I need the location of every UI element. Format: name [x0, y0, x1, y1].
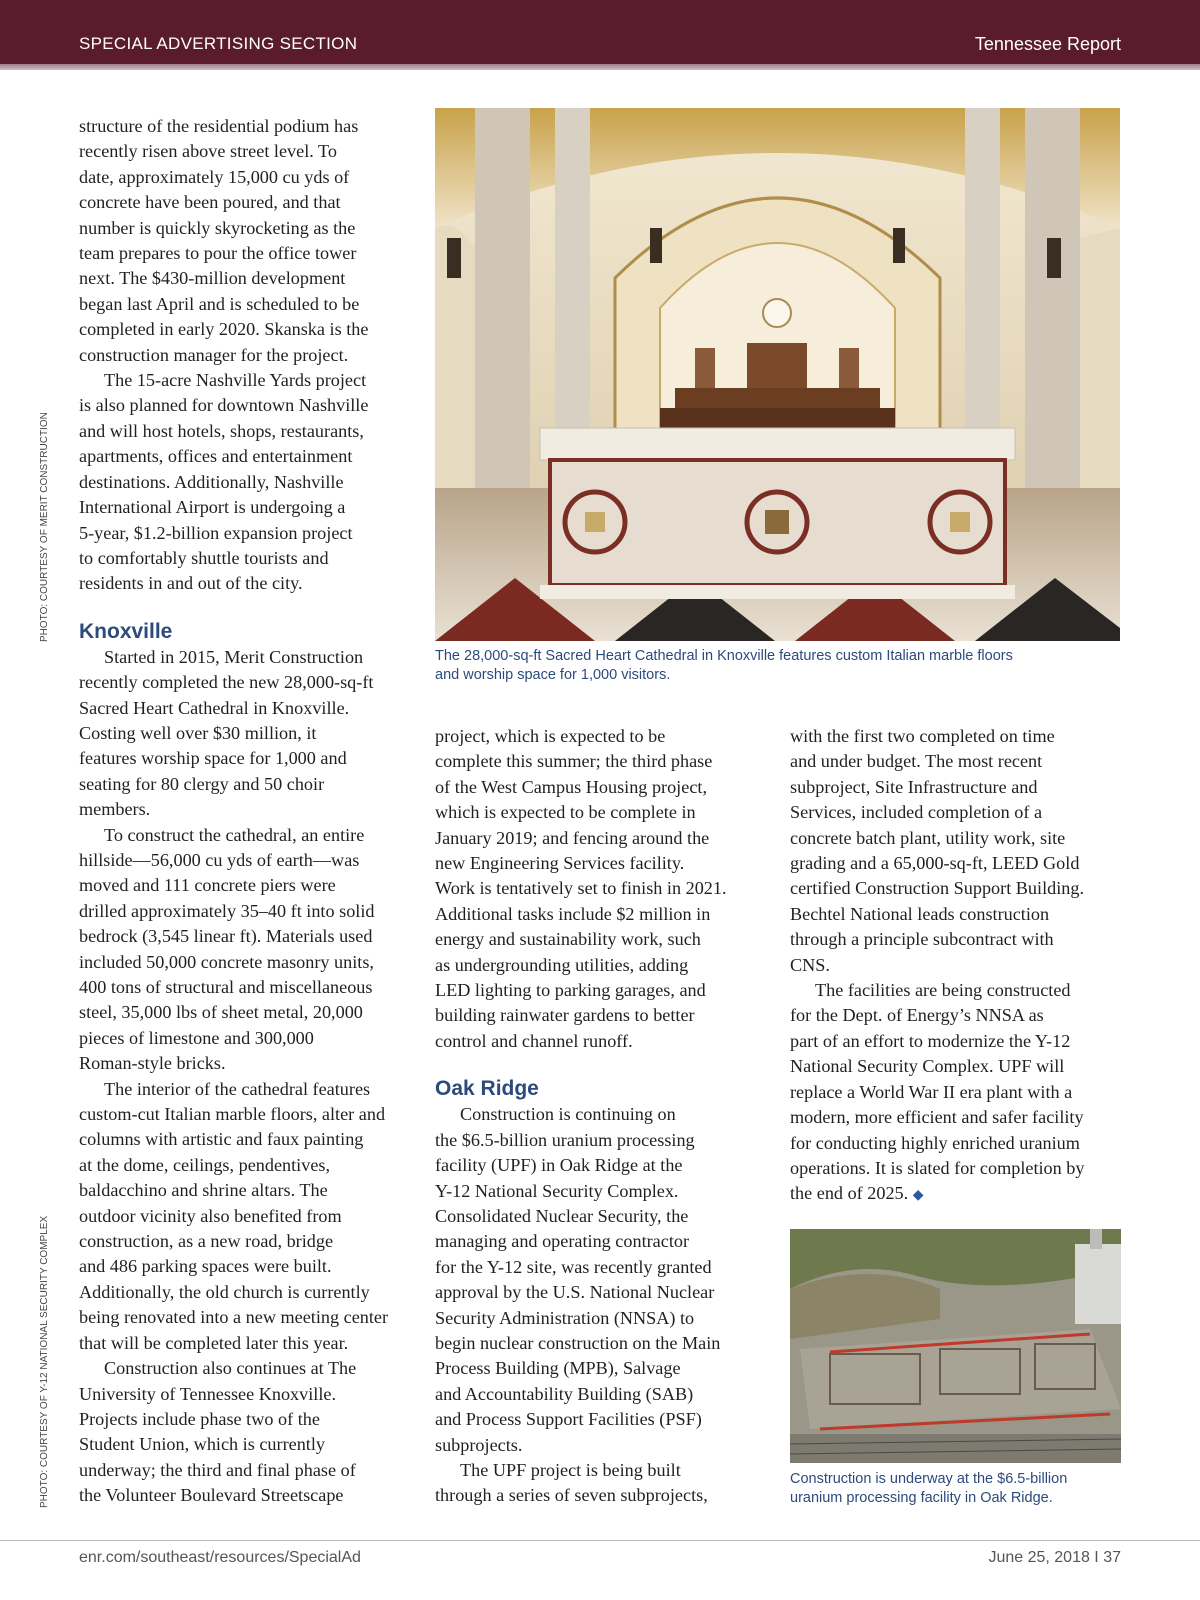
footer-url: enr.com/southeast/resources/SpecialAd — [79, 1549, 361, 1566]
body-paragraph: with the first two completed on time and under budget. The most recent subproject, Site Infrastructure and Services, included completion of a concrete batch plant, utility work, site grading and a 65,000-sq-ft, LEED Gold certified Construction Support Building. Bechtel National leads construction through a principle subcontract with CNS. — [790, 726, 1085, 975]
body-paragraph: structure of the residential podium has recently risen above street level. To date, approximately 15,000 cu yds of concrete have been poured, and that number is quickly skyrocketing as the team prepares to pour the office tower next. The $430-million development began last April and is scheduled to be completed in early 2020. Skanska is the construction manager for the project. — [79, 116, 369, 365]
body-paragraph: Started in 2015, Merit Construction recently completed the new 28,000-sq-ft Sacred Heart Cathedral in Knoxville. Costing well over $30 million, it features worship space for 1,000 and seating for 80 clergy and 50 choir members. — [79, 646, 374, 820]
closing-paragraph-text: The facilities are being constructed for the Dept. of Energy’s NNSA as part of an effort to modernize the Y-12 National Security Complex. UPF will replace a World War II era plant with a modern, more efficient and safer facility for conducting highly enriched uranium operations. It is slated for completion by the end of 2025. — [790, 980, 1085, 1204]
body-paragraph: To construct the cathedral, an entire hillside—56,000 cu yds of earth—was moved and 111 concrete piers were drilled approximately 35–40 ft into solid bedrock (3,545 linear ft). Materials used included 50,000 concrete masonry units, 400 tons of structural and miscellaneous steel, 35,000 lbs of sheet metal, 20,000 pieces of limestone and 300,000 Roman-style bricks. — [79, 824, 375, 1074]
cathedral-photo-illustration — [435, 108, 1120, 641]
cathedral-caption: The 28,000-sq-ft Sacred Heart Cathedral in Knoxville features custom Italian marble floors and worship space for 1,000 visitors. — [435, 648, 1013, 683]
photo-credit-top: PHOTO: COURTESY OF MERIT CONSTRUCTION — [39, 412, 50, 642]
body-paragraph: The 15-acre Nashville Yards project is also planned for downtown Nashville and will host hotels, shops, restaurants, apartments, offices and entertainment destinations. Additionally, Nashville International Airport is undergoing a 5-year, $1.2-billion expansion project to comfortably shuttle tourists and residents in and out of the city. — [79, 370, 369, 594]
end-of-article-icon: ◆ — [912, 1188, 924, 1204]
photo-credit-bottom: PHOTO: COURTESY OF Y-12 NATIONAL SECURITY COMPLEX — [39, 1215, 50, 1508]
header-bar — [0, 0, 1200, 64]
section-label: SPECIAL ADVERTISING SECTION — [79, 34, 358, 53]
report-title: Tennessee Report — [974, 34, 1121, 54]
body-paragraph: project, which is expected to be complete this summer; the third phase of the West Campus Housing project, which is expected to be complete in January 2019; and fencing around the new Engineering Services facility. Work is tentatively set to finish in 2021. Additional tasks include $2 million in energy and sustainability work, such as undergrounding utilities, adding LED lighting to parking garages, and building rainwater gardens to better control and channel runoff. — [435, 726, 727, 1051]
article-column-1 — [79, 114, 414, 1509]
body-paragraph: Construction is continuing on the $6.5-billion uranium processing facility (UPF) in Oak Ridge at the Y-12 National Security Complex. Consolidated Nuclear Security, the managing and operating contractor for the Y-12 site, was recently granted approval by the U.S. National Nuclear Security Administration (NNSA) to begin nuclear construction on the Main Process Building (MPB), Salvage and Accountability Building (SAB) and Process Support Facilities (PSF) subprojects. — [435, 1104, 721, 1455]
body-paragraph: Construction also continues at The University of Tennessee Knoxville. Projects include phase two of the Student Union, which is currently underway; the third and final phase of the Volunteer Boulevard Streetscape — [79, 1358, 357, 1506]
upf-photo-illustration — [790, 1229, 1121, 1463]
body-paragraph — [790, 978, 1122, 1209]
header-stripe — [0, 64, 1200, 70]
upf-caption: Construction is underway at the $6.5-billion uranium processing facility in Oak Ridge. — [790, 1471, 1068, 1506]
body-paragraph: The UPF project is being built through a series of seven subprojects, — [435, 1459, 708, 1506]
upf-construction-photo — [790, 1229, 1121, 1463]
body-paragraph: The interior of the cathedral features custom-cut Italian marble floors, alter and columns with artistic and faux painting at the dome, ceilings, pendentives, baldacchino and shrine altars. The outdoor vicinity also benefited from construction, as a new road, bridge and 486 parking spaces were built. Additionally, the old church is currently being renovated into a new meeting center that will be completed later this year. — [79, 1078, 389, 1353]
oak-ridge-heading: Oak Ridge — [435, 1077, 539, 1101]
article-column-3 — [790, 724, 1122, 1209]
knoxville-heading: Knoxville — [79, 619, 173, 643]
footer-rule — [0, 1540, 1200, 1541]
cathedral-photo — [435, 108, 1120, 641]
article-column-2 — [435, 724, 765, 1509]
footer-date-page: June 25, 2018 I 37 — [988, 1549, 1121, 1566]
